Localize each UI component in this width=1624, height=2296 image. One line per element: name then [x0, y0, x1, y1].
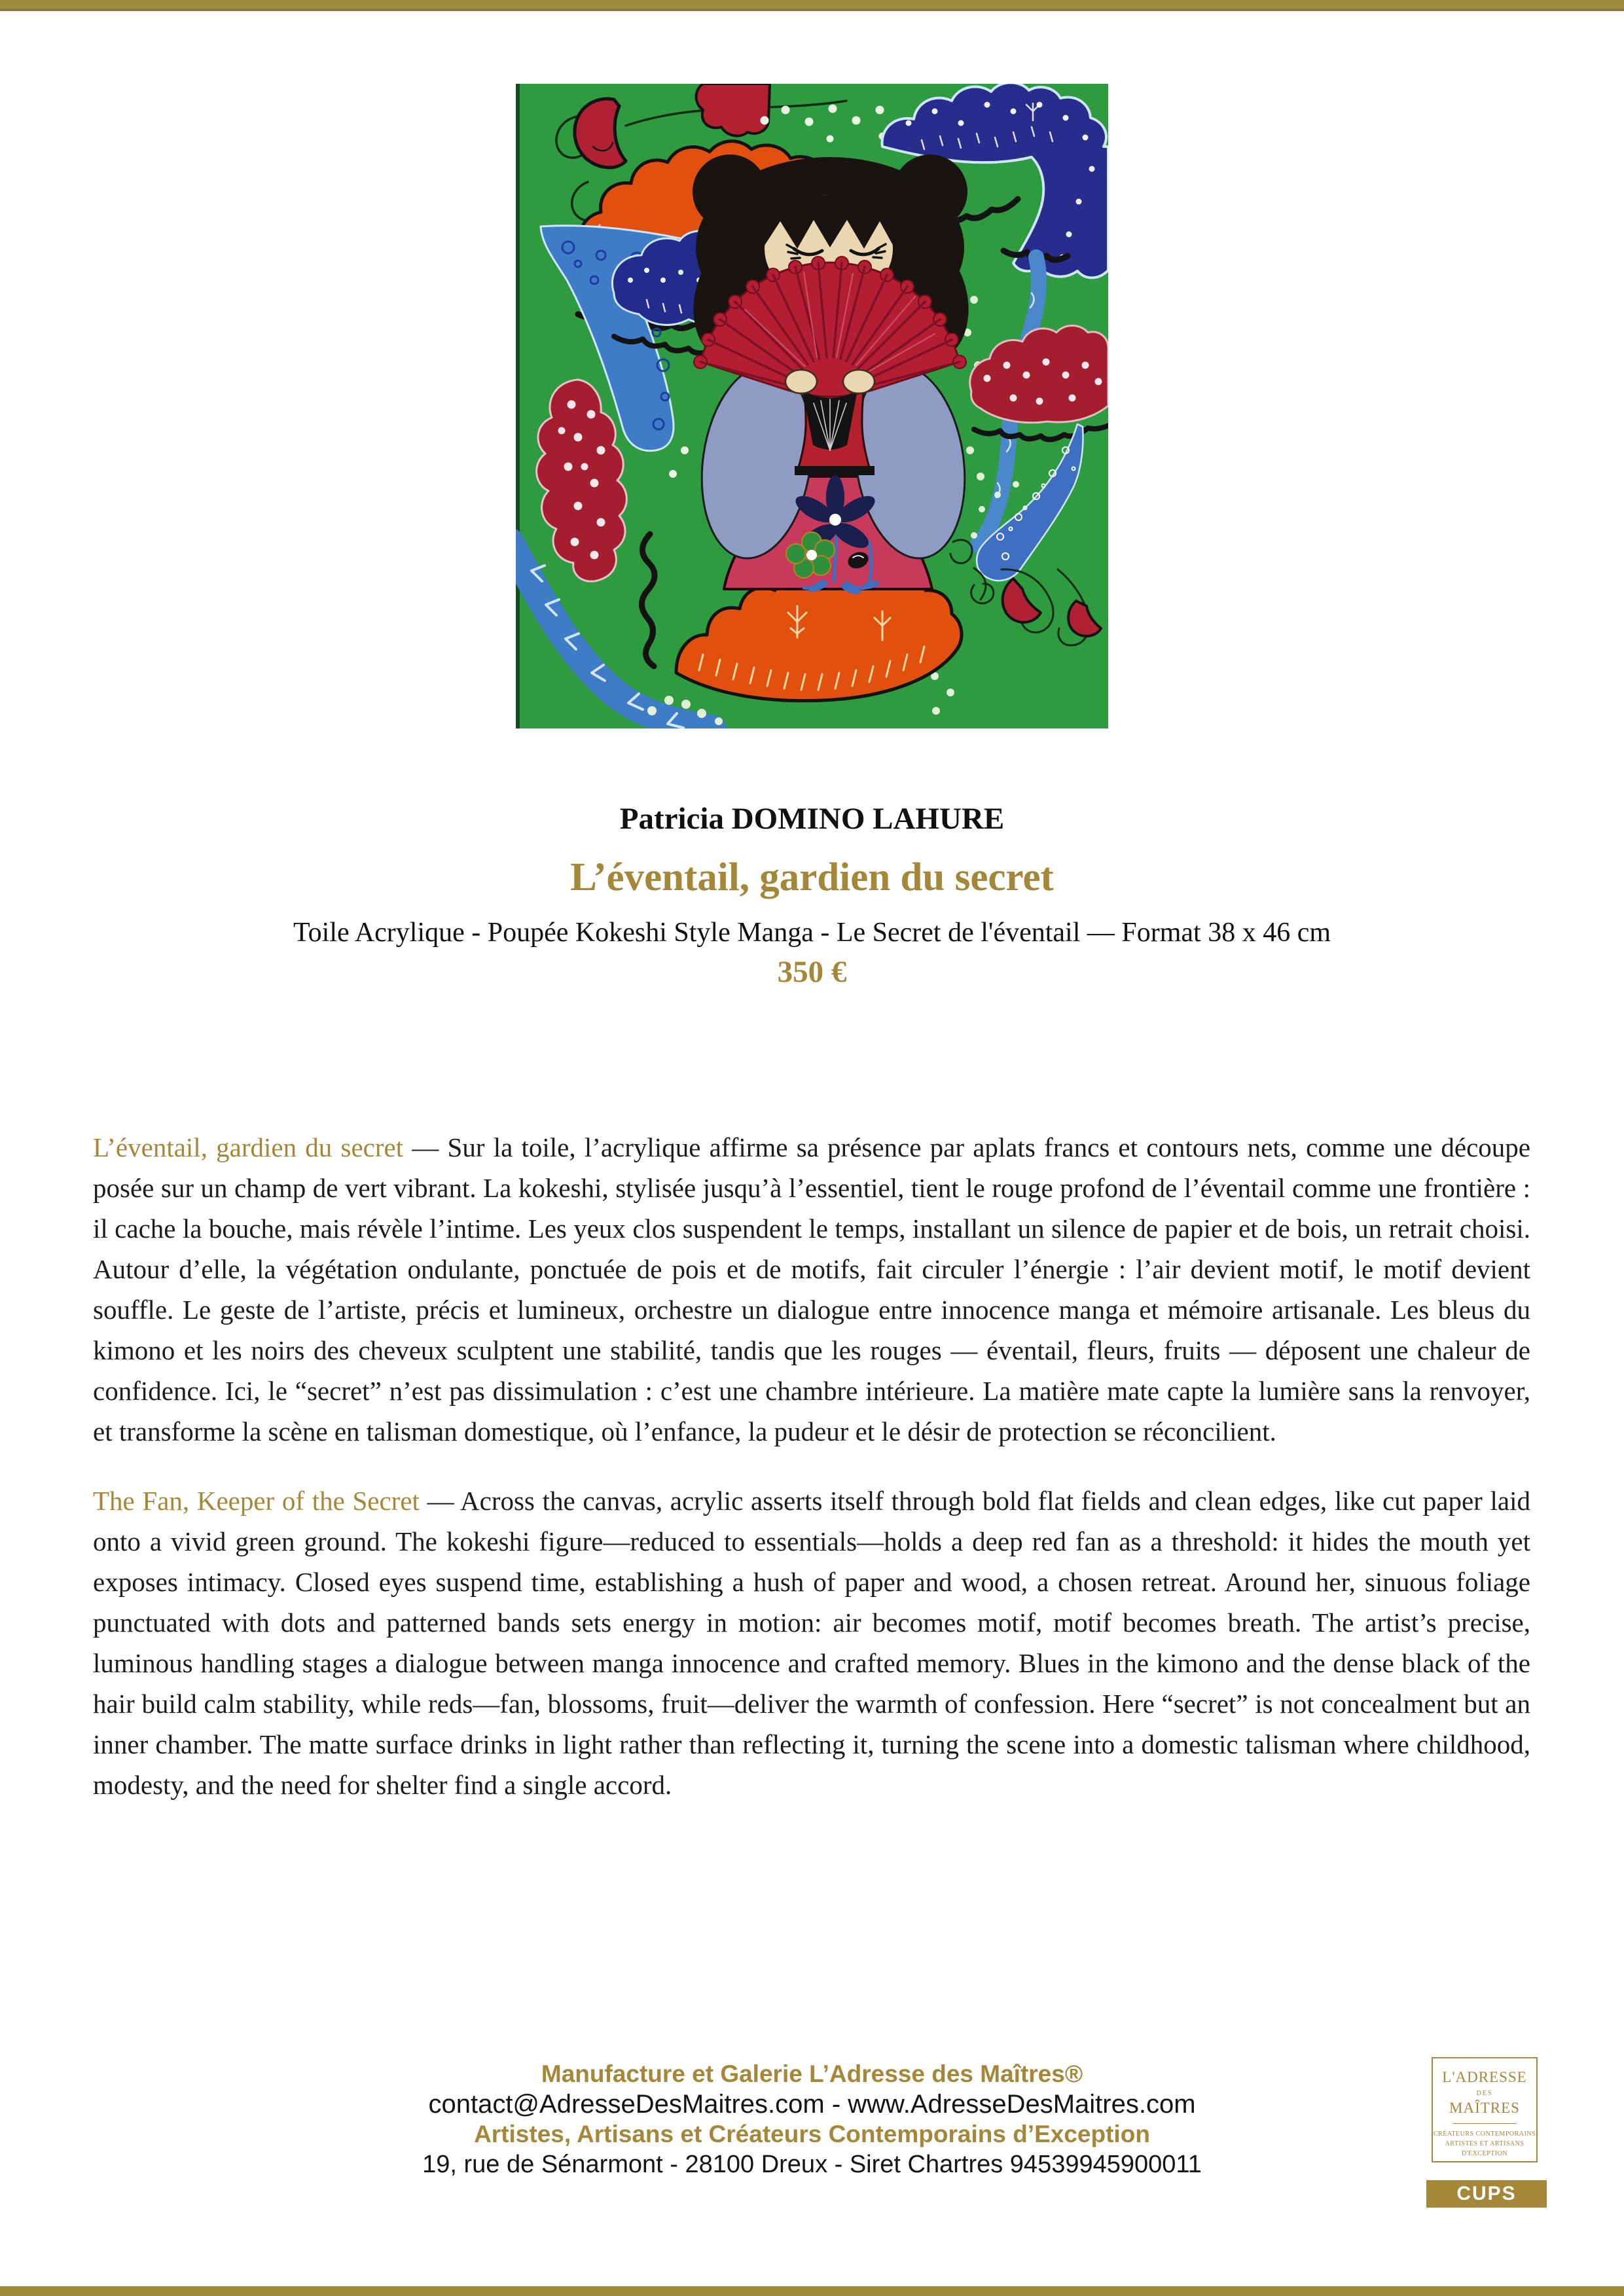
obi-band [795, 466, 875, 475]
footer-tagline: Artistes, Artisans et Créateurs Contemporains d’Exception [474, 2121, 1150, 2147]
logo-small-line-2: ARTISTES ET ARTISANS [1445, 2140, 1525, 2147]
footer [0, 2059, 1624, 2180]
footer-address: 19, rue de Sénarmont - 28100 Dreux - Siret Chartres 94539945900011 [422, 2151, 1202, 2178]
description-block [93, 1127, 1530, 1805]
artwork-image [516, 84, 1108, 728]
artwork-price: 350 € [777, 955, 847, 989]
description-en-body: Across the canvas, acrylic asserts itself through bold flat fields and clean edges, like cut paper laid onto a vivid green ground. The kokeshi figure—reduced to essentials—holds a deep red fan as a threshold: it hides the mouth yet exposes intimacy. Closed eyes suspend time, establishing a hush of paper and wood, a chosen retreat. Around her, sinuous foliage punctuated with dots and patterned bands sets energy in motion: air becomes motif, motif becomes breath. The artist’s precise, luminous handling stages a dialogue between manga innocence and crafted memory. Blues in the kimono and the dense black of the hair build calm stability, while reds—fan, blossoms, fruit—deliver the warmth of confession. Here “secret” is not concealment but an inner chamber. The matte surface drinks in light rather than reflecting it, turning the scene into a domestic talisman where childhood, modesty, and the need for shelter find a single accord. [93, 1486, 1530, 1800]
logo-divider [1453, 2123, 1517, 2124]
description-en-lead: The Fan, Keeper of the Secret [93, 1486, 420, 1516]
top-gold-bar [0, 0, 1624, 11]
artwork-title: L’éventail, gardien du secret [570, 855, 1054, 899]
logo-line-maitres: MAÎTRES [1449, 2100, 1520, 2116]
kokeshi-painting [516, 84, 1108, 728]
description-fr-body: Sur la toile, l’acrylique affirme sa présence par aplats francs et contours nets, comme une découpe posée sur un champ de vert vibrant. La kokeshi, stylisée jusqu’à l’essentiel, tient le rouge profond de l’éventail comme une frontière : il cache la bouche, mais révèle l’intime. Les yeux clos suspendent le temps, installant un silence de papier et de bois, un retrait choisi. Autour d’elle, la végétation ondulante, ponctuée de pois et de motifs, fait circuler l’énergie : l’air devient motif, le motif devient souffle. Le geste de l’artiste, précis et lumineux, orchestre un dialogue entre innocence manga et mémoire artisanale. Les bleus du kimono et les noirs des cheveux sculptent une stabilité, tandis que les rouges — éventail, fleurs, fruits — déposent une chaleur de confidence. Ici, le “secret” n’est pas dissimulation : c’est une chambre intérieure. La matière mate capte la lumière sans la renvoyer, et transforme la scène en talisman domestique, où l’enfance, la pudeur et le désir de protection se réconcilient. [93, 1132, 1531, 1446]
logo-small-line-3: D'EXCEPTION [1461, 2150, 1508, 2157]
description-fr-lead: L’éventail, gardien du secret [93, 1132, 404, 1162]
logo-line-adresse: L'ADRESSE [1442, 2069, 1527, 2085]
cups-badge [1426, 2180, 1547, 2208]
artist-name: Patricia DOMINO LAHURE [619, 802, 1005, 836]
bottom-gold-bar [0, 2286, 1624, 2296]
cups-badge-label: CUPS [1456, 2183, 1517, 2204]
artwork-subtitle: Toile Acrylique - Poupée Kokeshi Style Manga - Le Secret de l'éventail — Format 38 x 46 cm [293, 918, 1331, 948]
description-fr [93, 1127, 1530, 1452]
description-en-separator: — [419, 1486, 461, 1516]
gallery-logo [1432, 2057, 1538, 2162]
logo-small-line-1: CRÉATEURS CONTEMPORAINS [1433, 2130, 1536, 2138]
logo-line-des: DES [1476, 2090, 1493, 2097]
description-en [93, 1480, 1530, 1805]
footer-gallery-name: Manufacture et Galerie L’Adresse des Maîtres® [541, 2060, 1083, 2087]
footer-contact-line[interactable]: contact@AdresseDesMaitres.com - www.AdresseDesMaitres.com [428, 2090, 1196, 2119]
description-fr-separator: — [403, 1132, 448, 1162]
